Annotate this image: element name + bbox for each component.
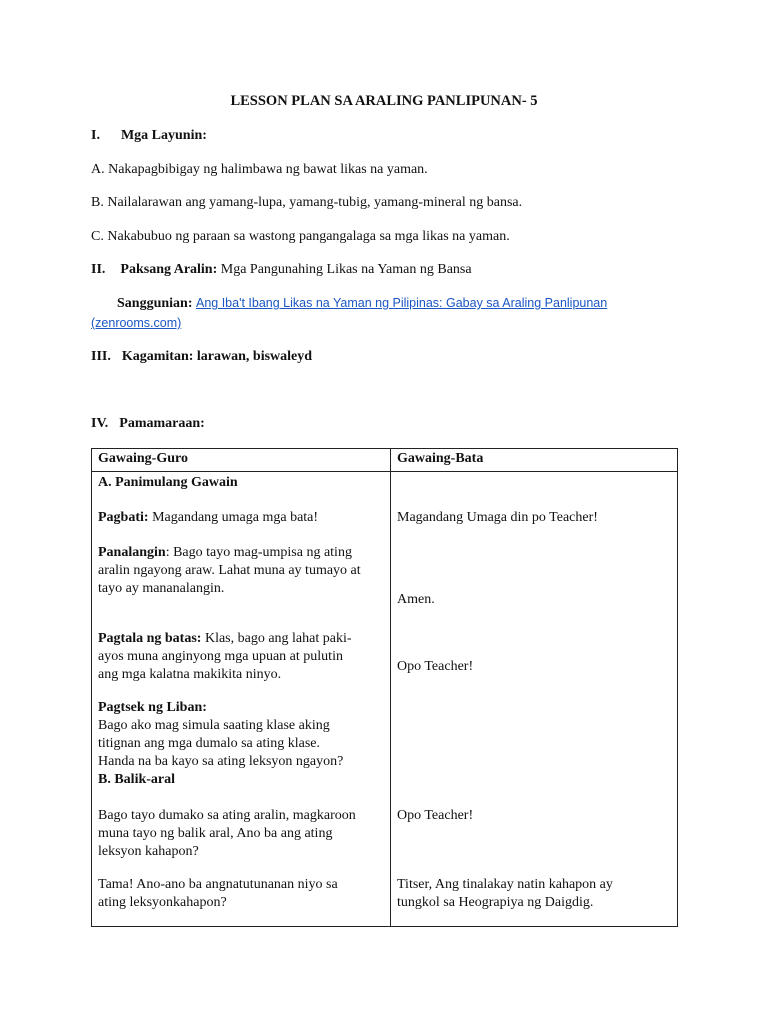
reference-label: Sanggunian: — [117, 296, 193, 311]
document-title: LESSON PLAN SA ARALING PANLIPUNAN- 5 — [230, 93, 538, 109]
student-response-3: Opo Teacher! — [397, 659, 474, 674]
panalangin-line-2: aralin ngayong araw. Lahat muna ay tumayo at — [98, 563, 361, 578]
student-response-5-line-2: tungkol sa Heograpiya ng Daigdig. — [397, 895, 594, 910]
panalangin-line-3: tayo ay mananalangin. — [98, 581, 225, 596]
section-1-heading — [91, 128, 207, 144]
balik-line-1: Bago tayo dumako sa ating aralin, magkaroon — [98, 808, 356, 823]
reference-link-domain[interactable]: (zenrooms.com) — [91, 316, 182, 330]
pagtsek-heading: Pagtsek ng Liban: — [98, 700, 207, 715]
section-3-title: Kagamitan: larawan, biswaleyd — [121, 349, 313, 364]
part-b-heading: B. Balik-aral — [98, 772, 176, 787]
table-row — [92, 472, 678, 927]
objective-c: C. Nakabubuo ng paraan sa wastong pangangalaga sa mga likas na yaman. — [91, 229, 510, 244]
objective-a: A. Nakapagbibigay ng halimbawa ng bawat likas na yaman. — [91, 162, 428, 177]
header-student: Gawaing-Bata — [391, 449, 678, 472]
section-4-title: Pamamaraan: — [119, 416, 205, 431]
section-2-heading — [91, 262, 472, 278]
pagtala-line-2: ayos muna anginyong mga upuan at pulutin — [98, 649, 343, 664]
teacher-activities-cell — [92, 472, 391, 927]
pagtala-line-1: Pagtala ng batas: Klas, bago ang lahat paki- — [98, 631, 352, 646]
reference-line — [117, 296, 607, 312]
section-3-heading — [91, 349, 312, 365]
section-2-number: II. — [91, 262, 106, 277]
pagtala-line-3: ang mga kalatna makikita ninyo. — [98, 667, 282, 682]
header-teacher: Gawaing-Guro — [92, 449, 391, 472]
part-a-heading: A. Panimulang Gawain — [98, 475, 238, 490]
pagtsek-line-1: Bago ako mag simula saating klase aking — [98, 718, 330, 733]
section-2-topic: Mga Pangunahing Likas na Yaman ng Bansa — [220, 262, 472, 277]
tama-line-1: Tama! Ano-ano ba angnatutunanan niyo sa — [98, 877, 338, 892]
student-response-5-line-1: Titser, Ang tinalakay natin kahapon ay — [397, 877, 613, 892]
reference-link-continued[interactable] — [91, 316, 181, 332]
section-1-title: Mga Layunin: — [120, 128, 207, 143]
section-2-title: Paksang Aralin: — [120, 262, 218, 277]
section-4-heading — [91, 416, 205, 432]
student-response-1: Magandang Umaga din po Teacher! — [397, 510, 598, 525]
student-response-2: Amen. — [397, 592, 435, 607]
student-activities-cell — [391, 472, 678, 927]
tama-line-2: ating leksyonkahapon? — [98, 895, 227, 910]
table-header-row — [92, 449, 678, 472]
panalangin-line-1: Panalangin: Bago tayo mag-umpisa ng ating — [98, 545, 352, 560]
balik-line-3: leksyon kahapon? — [98, 844, 199, 859]
section-4-number: IV. — [91, 416, 109, 431]
pagtsek-line-3: Handa na ba kayo sa ating leksyon ngayon? — [98, 754, 344, 769]
section-1-number: I. — [91, 128, 100, 143]
balik-line-2: muna tayo ng balik aral, Ano ba ang ating — [98, 826, 333, 841]
procedure-table — [91, 448, 678, 927]
objective-b: B. Nailalarawan ang yamang-lupa, yamang-tubig, yamang-mineral ng bansa. — [91, 195, 523, 210]
section-3-number: III. — [91, 349, 111, 364]
pagtsek-line-2: titignan ang mga dumalo sa ating klase. — [98, 736, 321, 751]
student-response-4: Opo Teacher! — [397, 808, 474, 823]
pagbati: Pagbati: Magandang umaga mga bata! — [98, 510, 319, 525]
reference-link[interactable]: Ang Iba't Ibang Likas na Yaman ng Pilipinas: Gabay sa Araling Panlipunan — [195, 296, 608, 310]
